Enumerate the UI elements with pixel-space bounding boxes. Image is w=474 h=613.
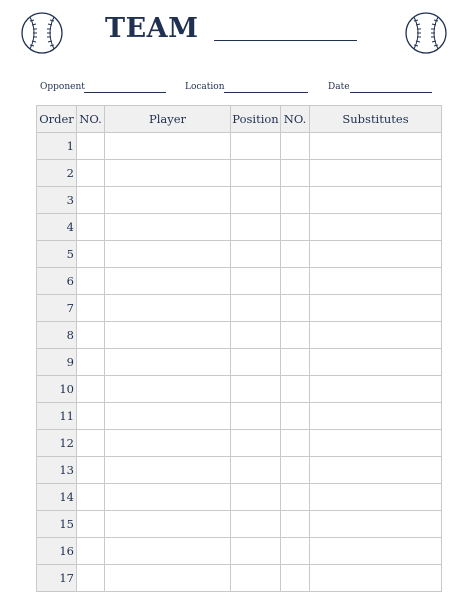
position-cell[interactable]: [231, 160, 281, 187]
order-number: 9: [37, 349, 77, 376]
position-cell[interactable]: [231, 214, 281, 241]
location-field[interactable]: [224, 92, 308, 93]
number-cell[interactable]: [77, 538, 105, 565]
sub-number-cell[interactable]: [281, 511, 310, 538]
column-header-order: Order: [37, 106, 77, 133]
player-cell[interactable]: [105, 268, 231, 295]
number-cell[interactable]: [77, 403, 105, 430]
number-cell[interactable]: [77, 376, 105, 403]
player-cell[interactable]: [105, 376, 231, 403]
position-cell[interactable]: [231, 133, 281, 160]
order-number: 15: [37, 511, 77, 538]
table-row: [37, 511, 442, 538]
order-number: 14: [37, 484, 77, 511]
substitutes-cell[interactable]: [310, 376, 442, 403]
player-cell[interactable]: [105, 295, 231, 322]
player-cell[interactable]: [105, 214, 231, 241]
position-cell[interactable]: [231, 430, 281, 457]
table-row: [37, 160, 442, 187]
player-cell[interactable]: [105, 349, 231, 376]
number-cell[interactable]: [77, 565, 105, 592]
team-title: TEAM: [105, 13, 199, 44]
substitutes-cell[interactable]: [310, 538, 442, 565]
position-cell[interactable]: [231, 322, 281, 349]
order-number: 12: [37, 430, 77, 457]
substitutes-cell[interactable]: [310, 187, 442, 214]
order-number: 5: [37, 241, 77, 268]
substitutes-cell[interactable]: [310, 430, 442, 457]
location-label: Location: [185, 82, 225, 92]
order-number: 6: [37, 268, 77, 295]
column-header-player: Player: [105, 106, 231, 133]
player-cell[interactable]: [105, 430, 231, 457]
substitutes-cell[interactable]: [310, 511, 442, 538]
table-row: [37, 430, 442, 457]
sub-number-cell[interactable]: [281, 484, 310, 511]
position-cell[interactable]: [231, 349, 281, 376]
player-cell[interactable]: [105, 484, 231, 511]
baseball-icon-left: [21, 12, 63, 54]
position-cell[interactable]: [231, 295, 281, 322]
sub-number-cell[interactable]: [281, 268, 310, 295]
player-cell[interactable]: [105, 322, 231, 349]
substitutes-cell[interactable]: [310, 349, 442, 376]
number-cell[interactable]: [77, 349, 105, 376]
order-number: 10: [37, 376, 77, 403]
sub-number-cell[interactable]: [281, 322, 310, 349]
substitutes-cell[interactable]: [310, 214, 442, 241]
table-row: [37, 538, 442, 565]
order-number: 1: [37, 133, 77, 160]
sub-number-cell[interactable]: [281, 241, 310, 268]
order-number: 4: [37, 214, 77, 241]
order-number: 7: [37, 295, 77, 322]
substitutes-cell[interactable]: [310, 322, 442, 349]
opponent-label: Opponent: [40, 82, 85, 92]
number-cell[interactable]: [77, 457, 105, 484]
number-cell[interactable]: [77, 268, 105, 295]
table-row: [37, 376, 442, 403]
sub-number-cell[interactable]: [281, 187, 310, 214]
position-cell[interactable]: [231, 457, 281, 484]
number-cell[interactable]: [77, 295, 105, 322]
player-cell[interactable]: [105, 565, 231, 592]
number-cell[interactable]: [77, 430, 105, 457]
sub-number-cell[interactable]: [281, 565, 310, 592]
player-cell[interactable]: [105, 241, 231, 268]
position-cell[interactable]: [231, 511, 281, 538]
team-name-field[interactable]: [214, 40, 357, 41]
order-number: 2: [37, 160, 77, 187]
number-cell[interactable]: [77, 484, 105, 511]
table-row: [37, 457, 442, 484]
table-row: [37, 295, 442, 322]
substitutes-cell[interactable]: [310, 268, 442, 295]
player-cell[interactable]: [105, 133, 231, 160]
table-row: [37, 214, 442, 241]
table-row: [37, 349, 442, 376]
column-header-no: NO.: [77, 106, 105, 133]
table-row: [37, 187, 442, 214]
order-number: 11: [37, 403, 77, 430]
substitutes-cell[interactable]: [310, 160, 442, 187]
order-number: 16: [37, 538, 77, 565]
number-cell[interactable]: [77, 214, 105, 241]
date-field[interactable]: [350, 92, 432, 93]
player-cell[interactable]: [105, 403, 231, 430]
position-cell[interactable]: [231, 268, 281, 295]
number-cell[interactable]: [77, 133, 105, 160]
number-cell[interactable]: [77, 511, 105, 538]
table-row: [37, 268, 442, 295]
position-cell[interactable]: [231, 538, 281, 565]
sub-number-cell[interactable]: [281, 538, 310, 565]
baseball-icon-right: [405, 12, 447, 54]
table-row: [37, 565, 442, 592]
table-row: [37, 133, 442, 160]
position-cell[interactable]: [231, 484, 281, 511]
player-cell[interactable]: [105, 538, 231, 565]
table-row: [37, 484, 442, 511]
number-cell[interactable]: [77, 187, 105, 214]
number-cell[interactable]: [77, 322, 105, 349]
position-cell[interactable]: [231, 241, 281, 268]
substitutes-cell[interactable]: [310, 133, 442, 160]
sub-number-cell[interactable]: [281, 403, 310, 430]
sub-number-cell[interactable]: [281, 349, 310, 376]
column-header-sub-no: NO.: [281, 106, 310, 133]
column-header-position: Position: [231, 106, 281, 133]
sub-number-cell[interactable]: [281, 295, 310, 322]
sub-number-cell[interactable]: [281, 133, 310, 160]
opponent-field[interactable]: [84, 92, 166, 93]
position-cell[interactable]: [231, 403, 281, 430]
substitutes-cell[interactable]: [310, 295, 442, 322]
sub-number-cell[interactable]: [281, 214, 310, 241]
sub-number-cell[interactable]: [281, 376, 310, 403]
position-cell[interactable]: [231, 187, 281, 214]
player-cell[interactable]: [105, 160, 231, 187]
substitutes-cell[interactable]: [310, 484, 442, 511]
number-cell[interactable]: [77, 241, 105, 268]
sub-number-cell[interactable]: [281, 457, 310, 484]
player-cell[interactable]: [105, 511, 231, 538]
table-row: [37, 322, 442, 349]
order-number: 17: [37, 565, 77, 592]
order-number: 13: [37, 457, 77, 484]
table-row: [37, 403, 442, 430]
player-cell[interactable]: [105, 187, 231, 214]
position-cell[interactable]: [231, 565, 281, 592]
substitutes-cell[interactable]: [310, 403, 442, 430]
lineup-table: [36, 105, 442, 592]
sub-number-cell[interactable]: [281, 430, 310, 457]
table-row: [37, 241, 442, 268]
date-label: Date: [328, 82, 350, 92]
substitutes-cell[interactable]: [310, 565, 442, 592]
substitutes-cell[interactable]: [310, 241, 442, 268]
order-number: 8: [37, 322, 77, 349]
position-cell[interactable]: [231, 376, 281, 403]
player-cell[interactable]: [105, 457, 231, 484]
sub-number-cell[interactable]: [281, 160, 310, 187]
order-number: 3: [37, 187, 77, 214]
header-row: [37, 106, 442, 133]
number-cell[interactable]: [77, 160, 105, 187]
column-header-substitutes: Substitutes: [310, 106, 442, 133]
substitutes-cell[interactable]: [310, 457, 442, 484]
